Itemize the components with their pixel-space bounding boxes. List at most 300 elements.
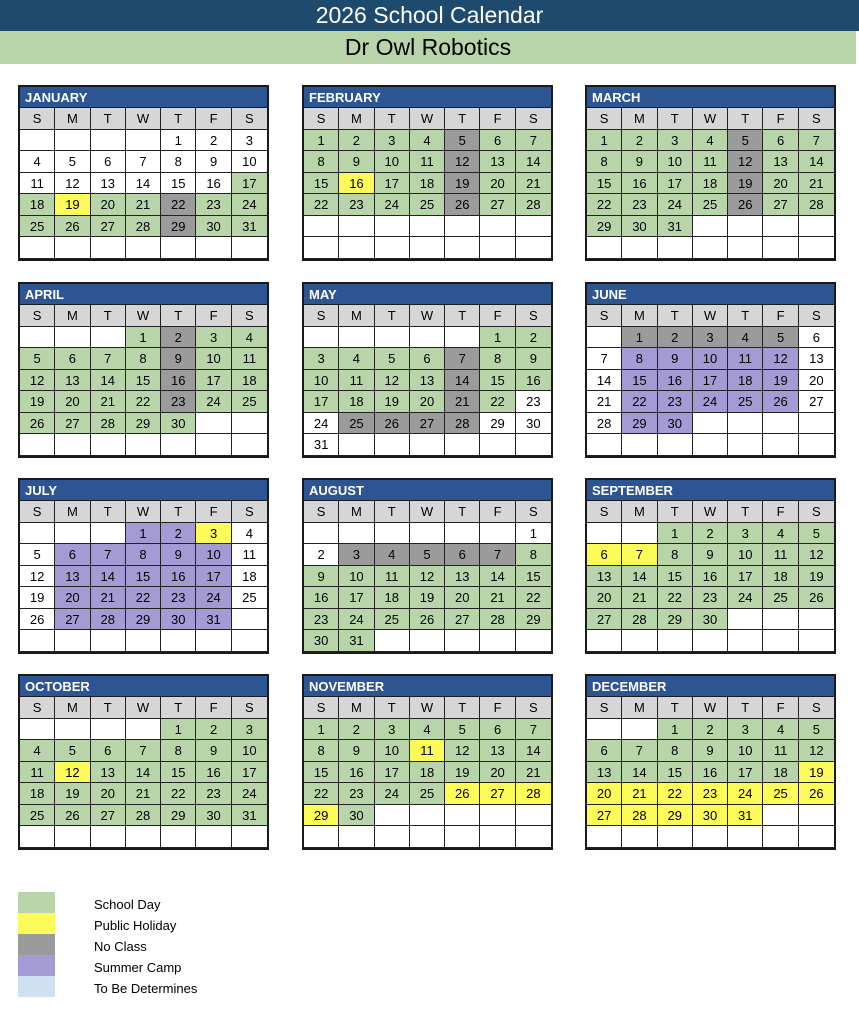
day-cell[interactable]: 1 — [161, 130, 196, 152]
day-cell[interactable]: 29 — [587, 216, 622, 238]
day-cell[interactable]: 16 — [622, 173, 657, 195]
day-cell[interactable]: 13 — [445, 566, 480, 588]
day-cell[interactable]: 26 — [375, 413, 410, 435]
day-cell[interactable]: 12 — [445, 740, 480, 762]
day-cell[interactable]: 6 — [410, 348, 445, 370]
day-cell[interactable]: 9 — [339, 151, 374, 173]
day-cell[interactable]: 6 — [55, 348, 90, 370]
day-cell[interactable]: 28 — [799, 194, 834, 216]
day-cell[interactable]: 3 — [304, 348, 339, 370]
day-cell[interactable]: 25 — [375, 609, 410, 631]
day-cell[interactable]: 14 — [126, 762, 161, 784]
day-cell[interactable]: 25 — [763, 783, 798, 805]
day-cell[interactable]: 17 — [232, 762, 267, 784]
day-cell[interactable]: 1 — [658, 719, 693, 741]
day-cell[interactable]: 16 — [516, 370, 551, 392]
day-cell[interactable]: 14 — [622, 762, 657, 784]
day-cell[interactable]: 29 — [126, 609, 161, 631]
day-cell[interactable]: 22 — [161, 194, 196, 216]
day-cell[interactable]: 3 — [339, 544, 374, 566]
day-cell[interactable]: 4 — [339, 348, 374, 370]
day-cell[interactable]: 20 — [445, 587, 480, 609]
day-cell[interactable]: 6 — [91, 151, 126, 173]
day-cell[interactable]: 23 — [693, 587, 728, 609]
day-cell[interactable]: 1 — [126, 327, 161, 349]
day-cell[interactable]: 3 — [693, 327, 728, 349]
day-cell[interactable]: 21 — [126, 194, 161, 216]
day-cell[interactable]: 27 — [55, 413, 90, 435]
day-cell[interactable]: 7 — [480, 544, 515, 566]
day-cell[interactable]: 12 — [728, 151, 763, 173]
day-cell[interactable]: 22 — [658, 587, 693, 609]
day-cell[interactable]: 12 — [799, 544, 834, 566]
day-cell[interactable]: 29 — [480, 413, 515, 435]
day-cell[interactable]: 11 — [232, 544, 267, 566]
day-cell[interactable]: 2 — [161, 523, 196, 545]
day-cell[interactable]: 26 — [410, 609, 445, 631]
day-cell[interactable]: 14 — [516, 151, 551, 173]
day-cell[interactable]: 13 — [587, 762, 622, 784]
day-cell[interactable]: 7 — [622, 544, 657, 566]
day-cell[interactable]: 18 — [763, 566, 798, 588]
day-cell[interactable]: 11 — [339, 370, 374, 392]
day-cell[interactable]: 12 — [375, 370, 410, 392]
day-cell[interactable]: 20 — [480, 762, 515, 784]
day-cell[interactable]: 29 — [161, 805, 196, 827]
day-cell[interactable]: 24 — [375, 783, 410, 805]
day-cell[interactable]: 5 — [763, 327, 798, 349]
day-cell[interactable]: 2 — [339, 719, 374, 741]
day-cell[interactable]: 2 — [339, 130, 374, 152]
day-cell[interactable]: 8 — [587, 151, 622, 173]
day-cell[interactable]: 12 — [763, 348, 798, 370]
day-cell[interactable]: 18 — [728, 370, 763, 392]
day-cell[interactable]: 25 — [693, 194, 728, 216]
day-cell[interactable]: 8 — [622, 348, 657, 370]
day-cell[interactable]: 22 — [622, 391, 657, 413]
day-cell[interactable]: 26 — [763, 391, 798, 413]
day-cell[interactable]: 24 — [693, 391, 728, 413]
day-cell[interactable]: 19 — [799, 566, 834, 588]
day-cell[interactable]: 7 — [622, 740, 657, 762]
day-cell[interactable]: 9 — [161, 348, 196, 370]
day-cell[interactable]: 22 — [126, 391, 161, 413]
day-cell[interactable]: 6 — [480, 130, 515, 152]
day-cell[interactable]: 27 — [480, 783, 515, 805]
day-cell[interactable]: 12 — [55, 173, 90, 195]
day-cell[interactable]: 30 — [339, 805, 374, 827]
day-cell[interactable]: 31 — [728, 805, 763, 827]
day-cell[interactable]: 24 — [196, 587, 231, 609]
day-cell[interactable]: 20 — [587, 587, 622, 609]
day-cell[interactable]: 16 — [304, 587, 339, 609]
day-cell[interactable]: 24 — [304, 413, 339, 435]
day-cell[interactable]: 21 — [445, 391, 480, 413]
day-cell[interactable]: 4 — [410, 130, 445, 152]
day-cell[interactable]: 21 — [587, 391, 622, 413]
day-cell[interactable]: 24 — [196, 391, 231, 413]
day-cell[interactable]: 4 — [232, 523, 267, 545]
day-cell[interactable]: 28 — [516, 194, 551, 216]
day-cell[interactable]: 12 — [20, 566, 55, 588]
day-cell[interactable]: 22 — [480, 391, 515, 413]
day-cell[interactable]: 2 — [622, 130, 657, 152]
day-cell[interactable]: 22 — [516, 587, 551, 609]
day-cell[interactable]: 13 — [587, 566, 622, 588]
day-cell[interactable]: 25 — [410, 783, 445, 805]
day-cell[interactable]: 17 — [232, 173, 267, 195]
day-cell[interactable]: 19 — [20, 391, 55, 413]
day-cell[interactable]: 30 — [658, 413, 693, 435]
day-cell[interactable]: 25 — [20, 216, 55, 238]
day-cell[interactable]: 14 — [91, 566, 126, 588]
day-cell[interactable]: 16 — [196, 762, 231, 784]
day-cell[interactable]: 24 — [728, 783, 763, 805]
day-cell[interactable]: 19 — [375, 391, 410, 413]
day-cell[interactable]: 4 — [375, 544, 410, 566]
day-cell[interactable]: 21 — [622, 783, 657, 805]
day-cell[interactable]: 31 — [196, 609, 231, 631]
day-cell[interactable]: 20 — [799, 370, 834, 392]
day-cell[interactable]: 2 — [658, 327, 693, 349]
day-cell[interactable]: 17 — [196, 370, 231, 392]
day-cell[interactable]: 11 — [693, 151, 728, 173]
day-cell[interactable]: 20 — [480, 173, 515, 195]
day-cell[interactable]: 13 — [91, 762, 126, 784]
day-cell[interactable]: 26 — [799, 587, 834, 609]
day-cell[interactable]: 26 — [20, 609, 55, 631]
day-cell[interactable]: 2 — [161, 327, 196, 349]
day-cell[interactable]: 25 — [728, 391, 763, 413]
day-cell[interactable]: 1 — [516, 523, 551, 545]
day-cell[interactable]: 25 — [763, 587, 798, 609]
day-cell[interactable]: 8 — [126, 348, 161, 370]
day-cell[interactable]: 15 — [622, 370, 657, 392]
day-cell[interactable]: 8 — [480, 348, 515, 370]
day-cell[interactable]: 10 — [658, 151, 693, 173]
day-cell[interactable]: 27 — [480, 194, 515, 216]
day-cell[interactable]: 5 — [728, 130, 763, 152]
day-cell[interactable]: 26 — [20, 413, 55, 435]
day-cell[interactable]: 16 — [339, 173, 374, 195]
day-cell[interactable]: 31 — [232, 805, 267, 827]
day-cell[interactable]: 30 — [304, 630, 339, 652]
day-cell[interactable]: 14 — [91, 370, 126, 392]
day-cell[interactable]: 23 — [693, 783, 728, 805]
day-cell[interactable]: 15 — [480, 370, 515, 392]
day-cell[interactable]: 29 — [126, 413, 161, 435]
day-cell[interactable]: 19 — [445, 762, 480, 784]
day-cell[interactable]: 12 — [445, 151, 480, 173]
day-cell[interactable]: 14 — [622, 566, 657, 588]
day-cell[interactable]: 20 — [587, 783, 622, 805]
day-cell[interactable]: 22 — [658, 783, 693, 805]
day-cell[interactable]: 14 — [126, 173, 161, 195]
day-cell[interactable]: 8 — [304, 151, 339, 173]
day-cell[interactable]: 13 — [55, 370, 90, 392]
day-cell[interactable]: 4 — [410, 719, 445, 741]
day-cell[interactable]: 23 — [339, 194, 374, 216]
day-cell[interactable]: 16 — [161, 566, 196, 588]
day-cell[interactable]: 1 — [161, 719, 196, 741]
day-cell[interactable]: 11 — [375, 566, 410, 588]
day-cell[interactable]: 5 — [410, 544, 445, 566]
day-cell[interactable]: 25 — [20, 805, 55, 827]
day-cell[interactable]: 20 — [55, 391, 90, 413]
day-cell[interactable]: 6 — [55, 544, 90, 566]
day-cell[interactable]: 21 — [799, 173, 834, 195]
day-cell[interactable]: 28 — [480, 609, 515, 631]
day-cell[interactable]: 17 — [304, 391, 339, 413]
day-cell[interactable]: 13 — [763, 151, 798, 173]
day-cell[interactable]: 23 — [196, 783, 231, 805]
day-cell[interactable]: 16 — [693, 762, 728, 784]
day-cell[interactable]: 4 — [728, 327, 763, 349]
day-cell[interactable]: 29 — [304, 805, 339, 827]
day-cell[interactable]: 11 — [763, 740, 798, 762]
day-cell[interactable]: 18 — [375, 587, 410, 609]
day-cell[interactable]: 6 — [445, 544, 480, 566]
day-cell[interactable]: 15 — [304, 173, 339, 195]
day-cell[interactable]: 7 — [516, 719, 551, 741]
day-cell[interactable]: 27 — [55, 609, 90, 631]
day-cell[interactable]: 7 — [445, 348, 480, 370]
day-cell[interactable]: 26 — [445, 194, 480, 216]
day-cell[interactable]: 24 — [658, 194, 693, 216]
day-cell[interactable]: 20 — [91, 194, 126, 216]
day-cell[interactable]: 23 — [622, 194, 657, 216]
day-cell[interactable]: 10 — [728, 544, 763, 566]
day-cell[interactable]: 13 — [480, 151, 515, 173]
day-cell[interactable]: 9 — [622, 151, 657, 173]
day-cell[interactable]: 3 — [196, 523, 231, 545]
day-cell[interactable]: 1 — [622, 327, 657, 349]
day-cell[interactable]: 2 — [196, 130, 231, 152]
day-cell[interactable]: 9 — [516, 348, 551, 370]
day-cell[interactable]: 21 — [516, 762, 551, 784]
day-cell[interactable]: 18 — [20, 194, 55, 216]
day-cell[interactable]: 14 — [516, 740, 551, 762]
day-cell[interactable]: 22 — [587, 194, 622, 216]
day-cell[interactable]: 27 — [410, 413, 445, 435]
day-cell[interactable]: 6 — [587, 740, 622, 762]
day-cell[interactable]: 31 — [658, 216, 693, 238]
day-cell[interactable]: 23 — [304, 609, 339, 631]
day-cell[interactable]: 2 — [693, 719, 728, 741]
day-cell[interactable]: 23 — [516, 391, 551, 413]
day-cell[interactable]: 9 — [339, 740, 374, 762]
day-cell[interactable]: 21 — [91, 587, 126, 609]
day-cell[interactable]: 14 — [799, 151, 834, 173]
day-cell[interactable]: 20 — [410, 391, 445, 413]
day-cell[interactable]: 4 — [20, 740, 55, 762]
day-cell[interactable]: 11 — [763, 544, 798, 566]
day-cell[interactable]: 1 — [304, 130, 339, 152]
day-cell[interactable]: 13 — [480, 740, 515, 762]
day-cell[interactable]: 3 — [196, 327, 231, 349]
day-cell[interactable]: 4 — [20, 151, 55, 173]
day-cell[interactable]: 30 — [693, 805, 728, 827]
day-cell[interactable]: 20 — [91, 783, 126, 805]
day-cell[interactable]: 18 — [410, 762, 445, 784]
day-cell[interactable]: 7 — [587, 348, 622, 370]
day-cell[interactable]: 27 — [763, 194, 798, 216]
day-cell[interactable]: 21 — [126, 783, 161, 805]
day-cell[interactable]: 10 — [693, 348, 728, 370]
day-cell[interactable]: 27 — [799, 391, 834, 413]
day-cell[interactable]: 18 — [232, 566, 267, 588]
day-cell[interactable]: 1 — [587, 130, 622, 152]
day-cell[interactable]: 25 — [232, 587, 267, 609]
day-cell[interactable]: 30 — [693, 609, 728, 631]
day-cell[interactable]: 28 — [91, 413, 126, 435]
day-cell[interactable]: 28 — [622, 805, 657, 827]
day-cell[interactable]: 13 — [410, 370, 445, 392]
day-cell[interactable]: 21 — [516, 173, 551, 195]
day-cell[interactable]: 3 — [232, 130, 267, 152]
day-cell[interactable]: 9 — [304, 566, 339, 588]
day-cell[interactable]: 10 — [232, 740, 267, 762]
day-cell[interactable]: 2 — [196, 719, 231, 741]
day-cell[interactable]: 25 — [410, 194, 445, 216]
day-cell[interactable]: 29 — [161, 216, 196, 238]
day-cell[interactable]: 17 — [658, 173, 693, 195]
day-cell[interactable]: 25 — [339, 413, 374, 435]
day-cell[interactable]: 15 — [126, 370, 161, 392]
day-cell[interactable]: 19 — [763, 370, 798, 392]
day-cell[interactable]: 14 — [445, 370, 480, 392]
day-cell[interactable]: 24 — [339, 609, 374, 631]
day-cell[interactable]: 1 — [658, 523, 693, 545]
day-cell[interactable]: 16 — [658, 370, 693, 392]
day-cell[interactable]: 5 — [799, 523, 834, 545]
day-cell[interactable]: 8 — [161, 151, 196, 173]
day-cell[interactable]: 11 — [20, 173, 55, 195]
day-cell[interactable]: 10 — [196, 348, 231, 370]
day-cell[interactable]: 8 — [516, 544, 551, 566]
day-cell[interactable]: 5 — [20, 348, 55, 370]
day-cell[interactable]: 3 — [375, 130, 410, 152]
day-cell[interactable]: 30 — [196, 216, 231, 238]
day-cell[interactable]: 19 — [410, 587, 445, 609]
day-cell[interactable]: 13 — [799, 348, 834, 370]
day-cell[interactable]: 1 — [304, 719, 339, 741]
day-cell[interactable]: 28 — [126, 216, 161, 238]
day-cell[interactable]: 8 — [658, 544, 693, 566]
day-cell[interactable]: 23 — [161, 391, 196, 413]
day-cell[interactable]: 19 — [445, 173, 480, 195]
day-cell[interactable]: 29 — [658, 805, 693, 827]
day-cell[interactable]: 12 — [799, 740, 834, 762]
day-cell[interactable]: 13 — [91, 173, 126, 195]
day-cell[interactable]: 18 — [410, 173, 445, 195]
day-cell[interactable]: 10 — [728, 740, 763, 762]
day-cell[interactable]: 20 — [55, 587, 90, 609]
day-cell[interactable]: 11 — [410, 740, 445, 762]
day-cell[interactable]: 29 — [658, 609, 693, 631]
day-cell[interactable]: 26 — [445, 783, 480, 805]
day-cell[interactable]: 9 — [161, 544, 196, 566]
day-cell[interactable]: 1 — [126, 523, 161, 545]
day-cell[interactable]: 22 — [126, 587, 161, 609]
day-cell[interactable]: 2 — [516, 327, 551, 349]
day-cell[interactable]: 31 — [339, 630, 374, 652]
day-cell[interactable]: 8 — [304, 740, 339, 762]
day-cell[interactable]: 30 — [161, 413, 196, 435]
day-cell[interactable]: 15 — [658, 566, 693, 588]
day-cell[interactable]: 7 — [126, 740, 161, 762]
day-cell[interactable]: 3 — [728, 719, 763, 741]
day-cell[interactable]: 10 — [339, 566, 374, 588]
day-cell[interactable]: 22 — [161, 783, 196, 805]
day-cell[interactable]: 17 — [728, 762, 763, 784]
day-cell[interactable]: 3 — [232, 719, 267, 741]
day-cell[interactable]: 15 — [658, 762, 693, 784]
day-cell[interactable]: 18 — [20, 783, 55, 805]
day-cell[interactable]: 23 — [196, 194, 231, 216]
day-cell[interactable]: 27 — [91, 805, 126, 827]
day-cell[interactable]: 29 — [516, 609, 551, 631]
day-cell[interactable]: 25 — [232, 391, 267, 413]
day-cell[interactable]: 17 — [693, 370, 728, 392]
day-cell[interactable]: 28 — [126, 805, 161, 827]
day-cell[interactable]: 13 — [55, 566, 90, 588]
day-cell[interactable]: 20 — [763, 173, 798, 195]
day-cell[interactable]: 7 — [91, 544, 126, 566]
day-cell[interactable]: 1 — [480, 327, 515, 349]
day-cell[interactable]: 5 — [445, 719, 480, 741]
day-cell[interactable]: 24 — [375, 194, 410, 216]
day-cell[interactable]: 7 — [126, 151, 161, 173]
day-cell[interactable]: 31 — [232, 216, 267, 238]
day-cell[interactable]: 11 — [232, 348, 267, 370]
day-cell[interactable]: 7 — [516, 130, 551, 152]
day-cell[interactable]: 26 — [55, 216, 90, 238]
day-cell[interactable]: 15 — [516, 566, 551, 588]
day-cell[interactable]: 6 — [763, 130, 798, 152]
day-cell[interactable]: 11 — [728, 348, 763, 370]
day-cell[interactable]: 24 — [728, 587, 763, 609]
day-cell[interactable]: 10 — [375, 740, 410, 762]
day-cell[interactable]: 8 — [658, 740, 693, 762]
day-cell[interactable]: 2 — [693, 523, 728, 545]
day-cell[interactable]: 18 — [232, 370, 267, 392]
day-cell[interactable]: 28 — [587, 413, 622, 435]
day-cell[interactable]: 30 — [196, 805, 231, 827]
day-cell[interactable]: 23 — [161, 587, 196, 609]
day-cell[interactable]: 15 — [587, 173, 622, 195]
day-cell[interactable]: 9 — [196, 151, 231, 173]
day-cell[interactable]: 10 — [304, 370, 339, 392]
day-cell[interactable]: 23 — [658, 391, 693, 413]
day-cell[interactable]: 30 — [516, 413, 551, 435]
day-cell[interactable]: 5 — [55, 151, 90, 173]
day-cell[interactable]: 19 — [799, 762, 834, 784]
day-cell[interactable]: 17 — [339, 587, 374, 609]
day-cell[interactable]: 18 — [763, 762, 798, 784]
day-cell[interactable]: 2 — [304, 544, 339, 566]
day-cell[interactable]: 17 — [728, 566, 763, 588]
day-cell[interactable]: 19 — [20, 587, 55, 609]
day-cell[interactable]: 5 — [55, 740, 90, 762]
day-cell[interactable]: 5 — [20, 544, 55, 566]
day-cell[interactable]: 4 — [763, 523, 798, 545]
day-cell[interactable]: 27 — [587, 805, 622, 827]
day-cell[interactable]: 5 — [445, 130, 480, 152]
day-cell[interactable]: 9 — [196, 740, 231, 762]
day-cell[interactable]: 27 — [445, 609, 480, 631]
day-cell[interactable]: 26 — [799, 783, 834, 805]
